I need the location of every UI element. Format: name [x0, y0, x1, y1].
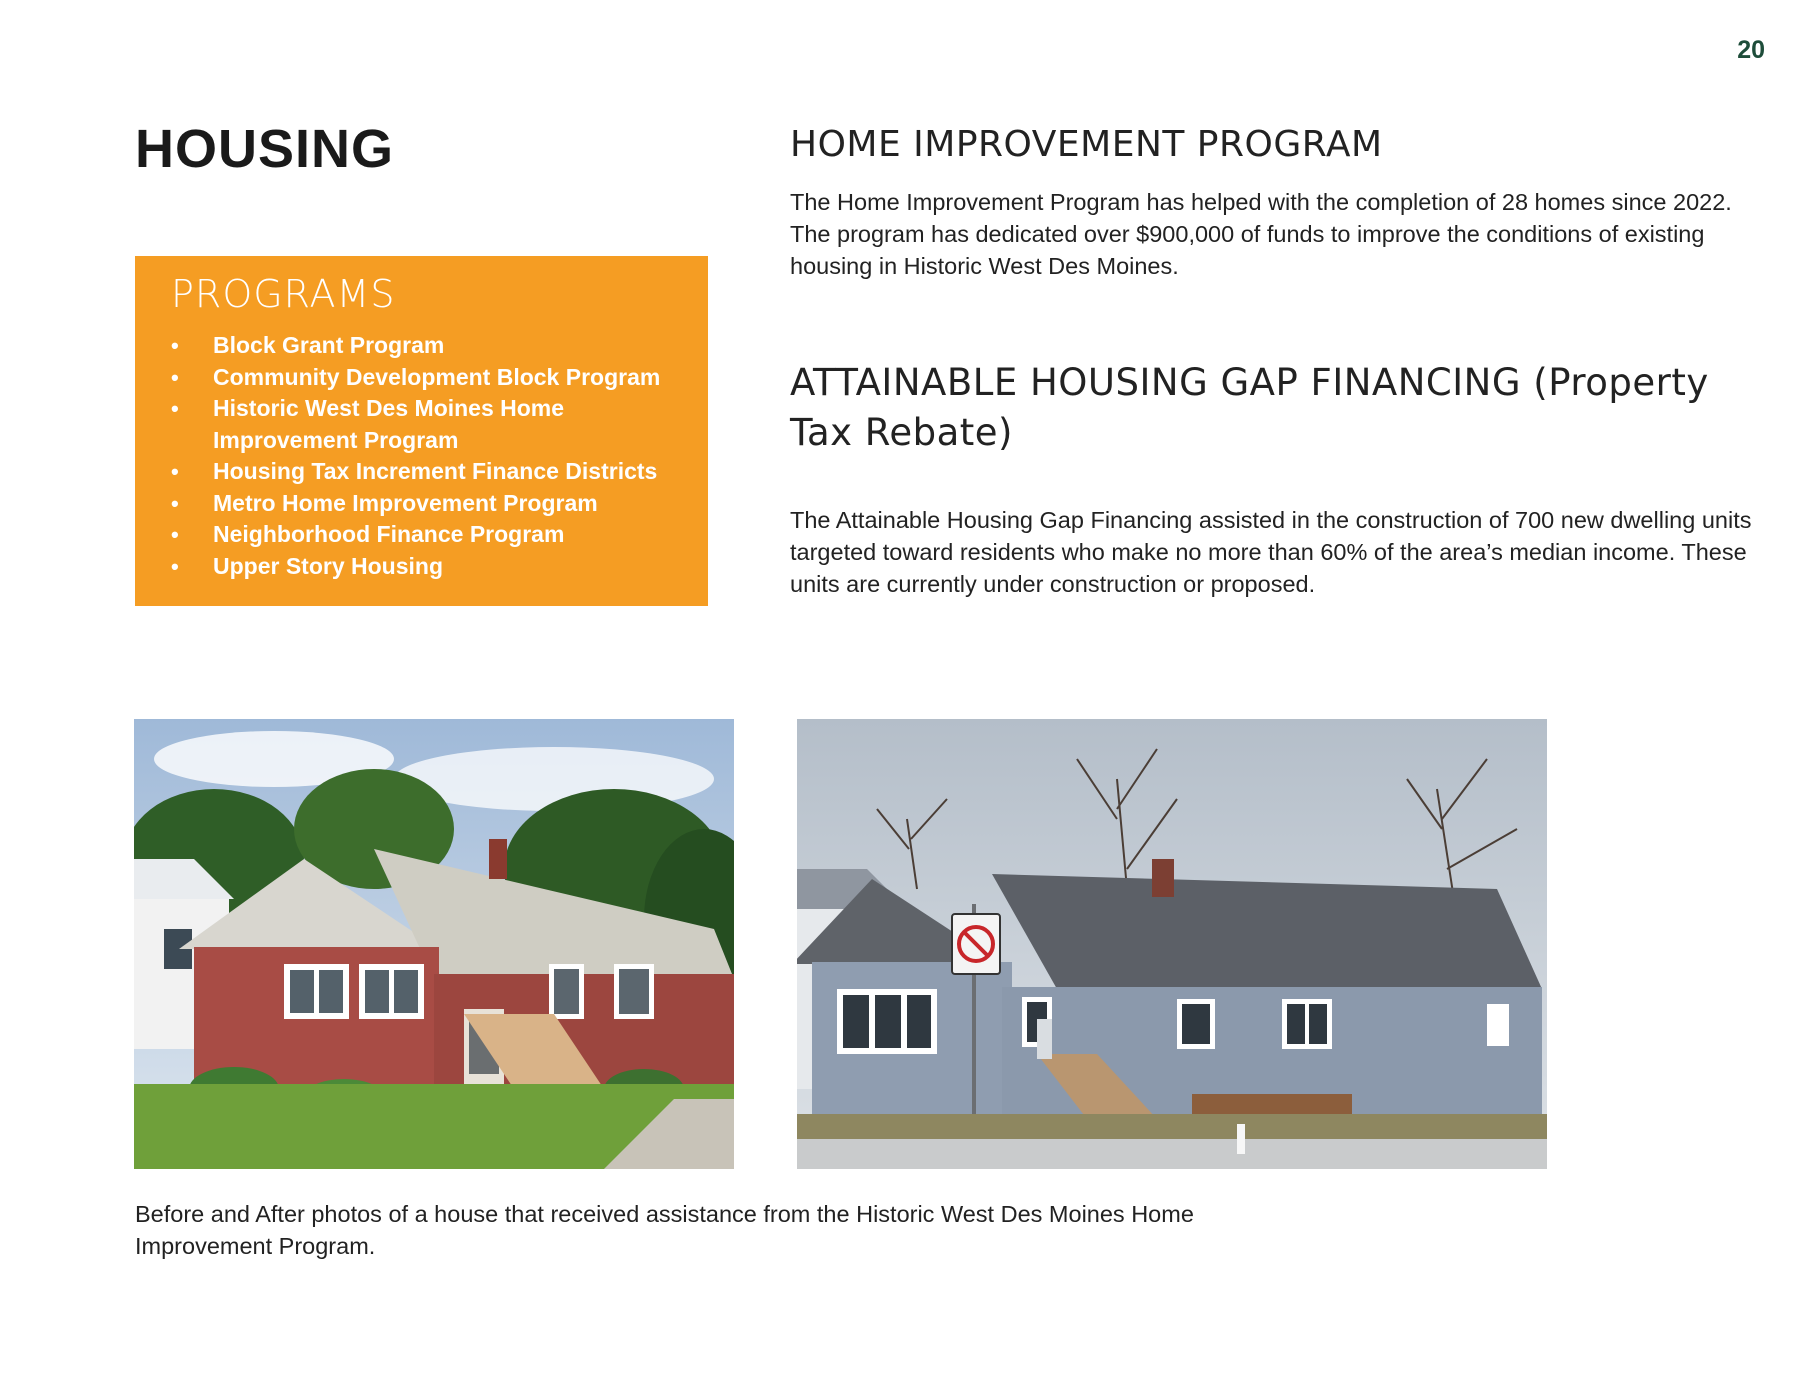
program-item: • Historic West Des Moines Home Improvement Program: [171, 393, 678, 456]
photo-caption: Before and After photos of a house that received assistance from the Historic West Des Moines Home Improvement Program.: [135, 1201, 1194, 1259]
program-item: • Neighborhood Finance Program: [171, 519, 678, 551]
home-improvement-heading: HOME IMPROVEMENT PROGRAM: [790, 124, 1383, 165]
program-item: • Housing Tax Increment Finance Districts: [171, 456, 678, 488]
programs-list: [171, 330, 678, 582]
program-item: • Community Development Block Program: [171, 362, 678, 394]
program-item: • Upper Story Housing: [171, 551, 678, 583]
section-title: HOUSING: [135, 119, 395, 179]
programs-box: [135, 256, 708, 606]
before-house-photo: [134, 719, 734, 1169]
gap-financing-body: The Attainable Housing Gap Financing assisted in the construction of 700 new dwelling units targeted toward residents who make no more than 60% of the area’s median income. These units are currently under construction or proposed.: [790, 507, 1752, 597]
page-number: 20: [1737, 36, 1765, 64]
after-house-photo: [797, 719, 1547, 1169]
program-item: • Metro Home Improvement Program: [171, 488, 678, 520]
programs-heading: PROGRAMS: [171, 272, 396, 316]
gap-financing-heading: ATTAINABLE HOUSING GAP FINANCING (Property Tax Rebate): [790, 361, 1709, 454]
home-improvement-body: The Home Improvement Program has helped with the completion of 28 homes since 2022. The program has dedicated over $900,000 of funds to improve the conditions of existing housing in Historic West Des Moines.: [790, 189, 1732, 279]
program-item: • Block Grant Program: [171, 330, 678, 362]
